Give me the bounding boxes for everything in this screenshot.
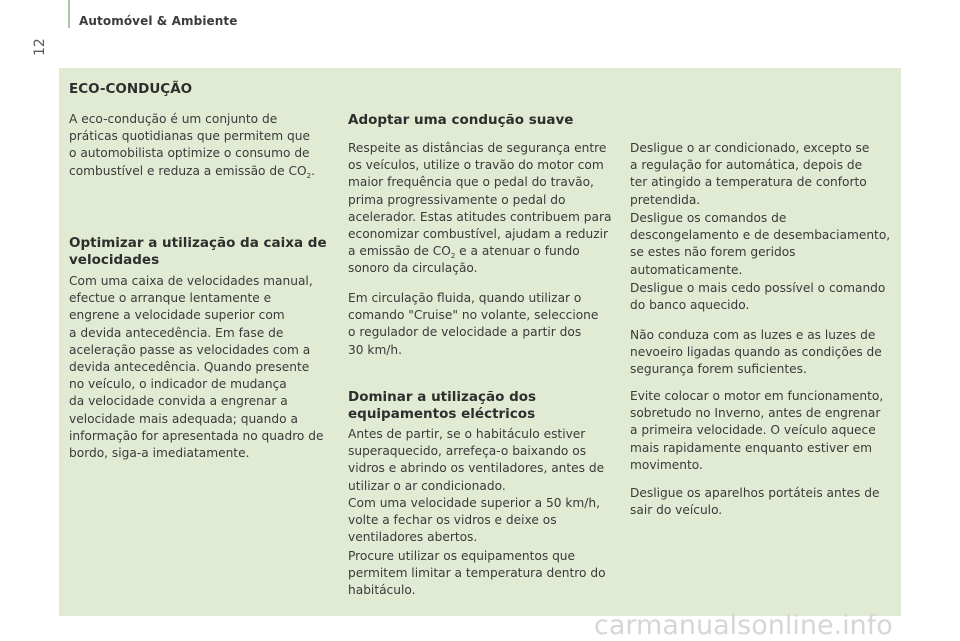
co2-subscript: 2 bbox=[306, 171, 312, 180]
tip-text-6: Desligue os aparelhos portáteis antes de sair do veículo. bbox=[630, 486, 880, 518]
smooth-driving-paragraph-2 bbox=[348, 290, 613, 359]
tip-text-3: Desligue o mais cedo possível o comando do banco aquecido. bbox=[630, 281, 886, 313]
tip-text-1: Desligue o ar condicionado, excepto se a regulação for automática, depois de ter atingido a temperatura de conforto pretendida. bbox=[630, 141, 870, 207]
intro-text: A eco-condução é um conjunto de práticas quotidianas que permitem que o automobilista optimize o consumo de combustível e reduza a emissão de CO bbox=[69, 112, 310, 178]
page-number: 12 bbox=[32, 38, 48, 56]
watermark: carmanualsonline.info bbox=[594, 610, 893, 641]
tip-paragraph-1 bbox=[630, 140, 895, 209]
tip-text-5: Evite colocar o motor em funcionamento, sobretudo no Inverno, antes de engrenar a primeira velocidade. O veículo aquece mais rapidamente enquanto estiver em movimento. bbox=[630, 389, 884, 472]
tip-text-4: Não conduza com as luzes e as luzes de nevoeiro ligadas quando as condições de segurança forem suficientes. bbox=[630, 328, 882, 377]
tip-paragraph-6 bbox=[630, 485, 895, 519]
tip-paragraph-2 bbox=[630, 210, 895, 279]
smooth-driving-text-a: Respeite as distâncias de segurança entre os veículos, utilize o travão do motor com maior frequência que o pedal do travão, prima progressivamente o pedal do acelerador. Estas atitudes contribuem para economizar combustível, ajudam a reduzir a emissão de CO bbox=[348, 141, 612, 259]
tip-text-2: Desligue os comandos de descongelamento e de desembaciamento, se estes não forem geridos automaticamente. bbox=[630, 211, 891, 277]
tip-paragraph-5 bbox=[630, 388, 895, 474]
smooth-driving-paragraph-1 bbox=[348, 140, 613, 278]
tip-paragraph-4 bbox=[630, 327, 895, 379]
gearbox-heading: Optimizar a utilização da caixa de velocidades bbox=[69, 235, 327, 268]
electrical-paragraph-1 bbox=[348, 426, 613, 495]
electrical-text-1: Antes de partir, se o habitáculo estiver superaquecido, arrefeça-o baixando os vidros e abrindo os ventiladores, antes de utilizar o ar condicionado. bbox=[348, 427, 605, 493]
electrical-paragraph-2 bbox=[348, 495, 613, 547]
tip-paragraph-3 bbox=[630, 280, 895, 314]
header-side-rule bbox=[68, 0, 70, 28]
cruise-text: Em circulação fluida, quando utilizar o comando "Cruise" no volante, seleccione o regulador de velocidade a partir dos 30 km/h. bbox=[348, 291, 599, 357]
gearbox-paragraph bbox=[69, 273, 334, 462]
intro-end: . bbox=[311, 163, 315, 178]
smooth-driving-heading: Adoptar uma condução suave bbox=[348, 112, 574, 128]
electrical-text-2: Com uma velocidade superior a 50 km/h, volte a fechar os vidros e deixe os ventiladores abertos. bbox=[348, 496, 601, 545]
electrical-paragraph-3 bbox=[348, 548, 613, 600]
intro-paragraph bbox=[69, 111, 334, 180]
smooth-driving-text-b: e a atenuar o fundo sonoro da circulação. bbox=[348, 244, 580, 276]
chapter-title: Automóvel & Ambiente bbox=[79, 14, 238, 28]
section-title: ECO-CONDUÇÃO bbox=[69, 81, 193, 97]
electrical-heading: Dominar a utilização dos equipamentos eléctricos bbox=[348, 389, 537, 422]
gearbox-text: Com uma caixa de velocidades manual, efectue o arranque lentamente e engrene a velocidade superior com a devida antecedência. Em fase de aceleração passe as velocidades com a devida antecedência. Quando presente no veículo, o indicador de mudança da velocidade convida a engrenar a velocidade mais adequada; quando a informação for apresentada no quadro de bordo, siga-a imediatamente. bbox=[69, 274, 324, 461]
co2-subscript: 2 bbox=[450, 252, 456, 261]
electrical-text-3: Procure utilizar os equipamentos que permitem limitar a temperatura dentro do habitáculo. bbox=[348, 549, 606, 598]
